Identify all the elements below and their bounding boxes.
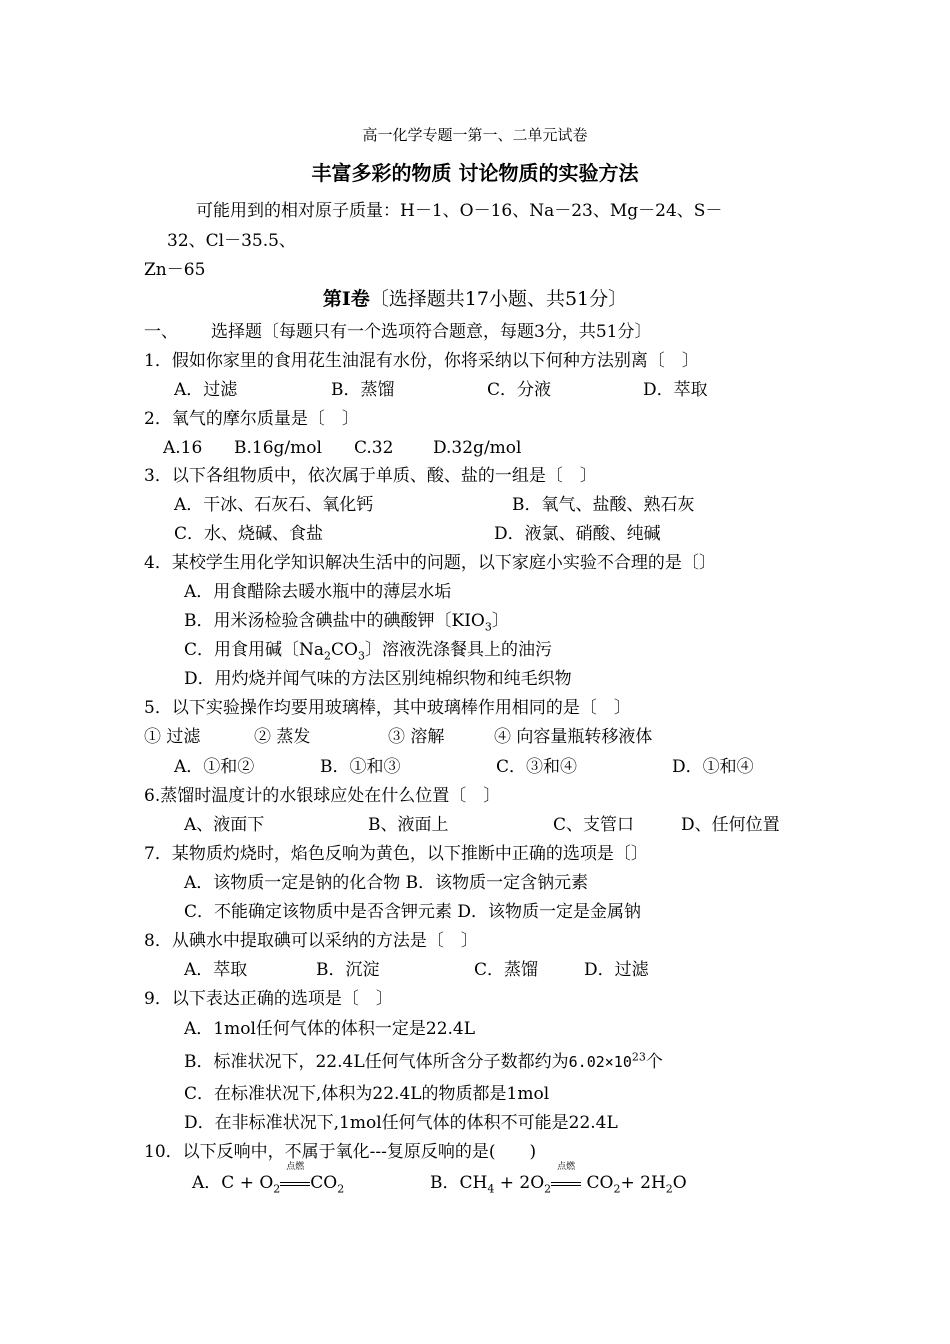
q8-option-c: C．蒸馏 — [474, 960, 539, 980]
section-title-rest: 〔选择题共17小题、共51分〕 — [369, 288, 628, 310]
q6-option-a: A、液面下 — [184, 815, 265, 835]
atomic-mass-line-2: 32、Cl－35.5、 — [167, 231, 296, 251]
q3-option-b: B．氧气、盐酸、熟石灰 — [512, 495, 695, 515]
q3-option-d: D．液氯、硝酸、纯碱 — [494, 524, 661, 544]
question-6-stem: 6.蒸馏时温度计的水银球应处在什么位置〔 〕 — [144, 786, 501, 806]
q5-operation-3: ③ 溶解 — [388, 727, 445, 747]
q8-option-d: D．过滤 — [584, 960, 649, 980]
question-2-stem: 2．氧气的摩尔质量是〔 〕 — [144, 409, 359, 429]
q1-option-b: B．蒸馏 — [331, 380, 395, 400]
q9-option-d: D．在非标准状况下,1mol任何气体的体积不可能是22.4L — [184, 1113, 618, 1133]
q1-option-a: A．过滤 — [174, 380, 238, 400]
q3-option-c: C．水、烧碱、食盐 — [174, 524, 324, 544]
q8-option-b: B．沉淀 — [316, 960, 380, 980]
part-description: 选择题〔每题只有一个选项符合题意，每题3分，共51分〕 — [211, 322, 652, 342]
section-title-bold: 第Ⅰ卷 — [322, 288, 370, 310]
q5-option-b: B．①和③ — [320, 757, 401, 777]
q10-option-b: B．$CH_4 + 2O_2$ 点燃 $CO_2+ 2H_2O$ — [430, 1162, 687, 1196]
q5-option-d: D．①和④ — [672, 757, 754, 777]
question-4-stem: 4．某校学生用化学知识解决生活中的问题，以下家庭小实验不合理的是〔〕 — [144, 553, 716, 573]
q2-option-d: D.32g/mol — [433, 438, 522, 458]
q7-options-ab: A．该物质一定是钠的化合物 B．该物质一定含钠元素 — [184, 873, 589, 893]
question-7-stem: 7．某物质灼烧时，焰色反响为黄色，以下推断中正确的选项是〔〕 — [144, 844, 648, 864]
reaction-condition-arrow: 点燃 — [551, 1172, 581, 1194]
question-5-stem: 5．以下实验操作均要用玻璃棒，其中玻璃棒作用相同的是〔 〕 — [144, 698, 631, 718]
q2-option-c: C.32 — [354, 438, 394, 458]
q1-option-c: C．分液 — [487, 380, 552, 400]
part-label: 一、 — [144, 322, 178, 342]
q5-operation-1: ① 过滤 — [144, 727, 201, 747]
q6-option-c: C、支管口 — [553, 815, 635, 835]
q9-option-b: B．标准状况下，22.4L任何气体所含分子数都约为$6.02\times 10^{23}$个 — [184, 1050, 663, 1072]
q4-option-a: A．用食醋除去暖水瓶中的薄层水垢 — [184, 582, 452, 602]
section-title — [0, 288, 950, 310]
q2-option-a: A.16 — [163, 438, 203, 458]
q4-option-c: C．用食用碱〔$Na_2CO_3$〕溶液洗涤餐具上的油污 — [184, 640, 552, 663]
question-3-stem: 3．以下各组物质中，依次属于单质、酸、盐的一组是〔 〕 — [144, 466, 597, 486]
q9-option-a: A．1mol任何气体的体积一定是22.4L — [184, 1019, 476, 1039]
q9-option-c: C．在标准状况下,体积为22.4L的物质都是1mol — [184, 1084, 550, 1104]
q4-option-d: D．用灼烧并闻气味的方法区别纯棉织物和纯毛织物 — [184, 669, 572, 689]
q5-option-c: C．③和④ — [496, 757, 578, 777]
exam-title: 丰富多彩的物质 讨论物质的实验方法 — [311, 161, 639, 185]
question-1-stem: 1．假如你家里的食用花生油混有水份，你将采纳以下何种方法别离〔 〕 — [144, 351, 699, 371]
q5-operation-2: ② 蒸发 — [254, 727, 311, 747]
reaction-condition-arrow: 点燃 — [280, 1172, 310, 1194]
avogadro-number: 6.02×10 — [568, 1053, 632, 1071]
question-10-stem: 10．以下反响中，不属于氧化---复原反响的是( ) — [144, 1142, 537, 1162]
q1-option-d: D．萃取 — [643, 380, 708, 400]
q4-option-b: B．用米汤检验含碘盐中的碘酸钾〔$KIO_3$〕 — [184, 611, 509, 634]
q5-operation-4: ④ 向容量瓶转移液体 — [494, 727, 653, 747]
q8-option-a: A．萃取 — [184, 960, 248, 980]
q6-option-b: B、液面上 — [368, 815, 449, 835]
q3-option-a: A．干冰、石灰石、氧化钙 — [174, 495, 374, 515]
exam-subtitle: 高一化学专题一第一、二单元试卷 — [362, 126, 588, 144]
question-9-stem: 9．以下表达正确的选项是〔 〕 — [144, 989, 393, 1009]
q2-option-b: B.16g/mol — [234, 438, 322, 458]
atomic-mass-line-3: Zn－65 — [144, 260, 206, 280]
question-8-stem: 8．从碘水中提取碘可以采纳的方法是〔 〕 — [144, 931, 478, 951]
atomic-mass-line-1: 可能用到的相对原子质量：H－1、O－16、Na－23、Mg－24、S－ — [196, 201, 723, 221]
q5-option-a: A．①和② — [174, 757, 255, 777]
q10-option-a: A．$C + O_2$ 点燃 $CO_2$ — [192, 1162, 345, 1196]
q6-option-d: D、任何位置 — [681, 815, 780, 835]
q7-options-cd: C．不能确定该物质中是否含钾元素 D．该物质一定是金属钠 — [184, 902, 642, 922]
